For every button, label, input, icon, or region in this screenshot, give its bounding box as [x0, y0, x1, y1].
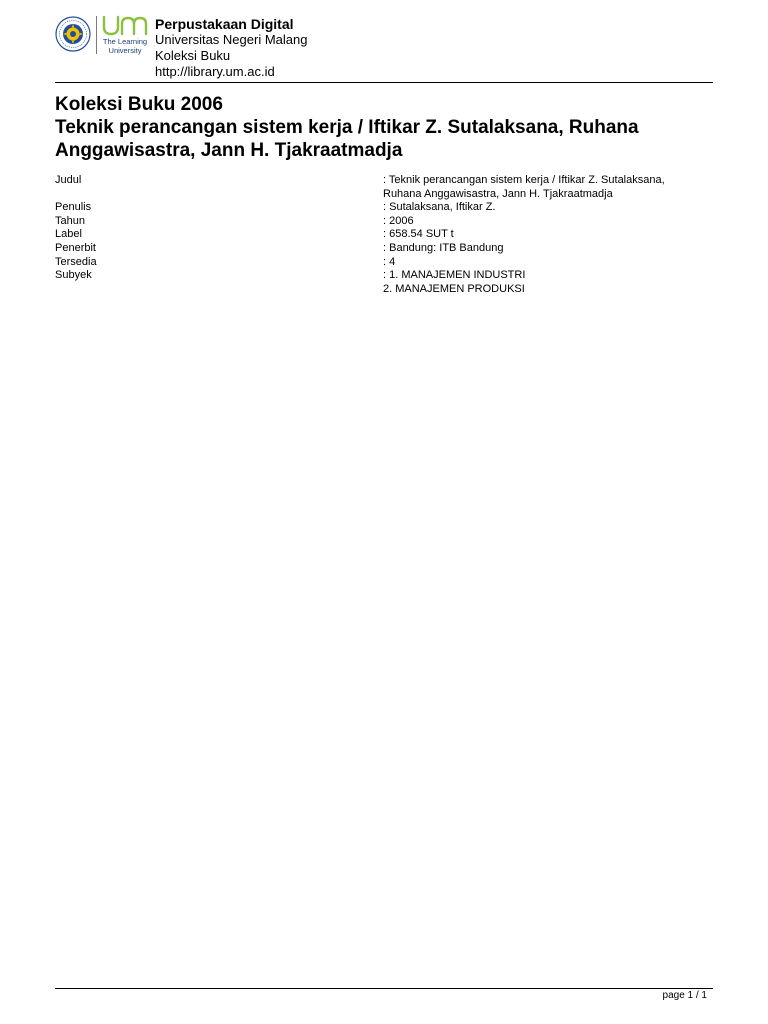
header-text-block	[155, 16, 307, 80]
detail-value: 2. MANAJEMEN PRODUKSI	[383, 282, 525, 295]
detail-row-tahun	[55, 215, 715, 229]
header-divider	[96, 16, 97, 54]
library-url: http://library.um.ac.id	[155, 64, 275, 79]
detail-row-tersedia	[55, 256, 715, 270]
detail-label: Subyek	[55, 269, 92, 282]
book-title: Teknik perancangan sistem kerja / Iftikar Z. Sutalaksana, Ruhana Anggawisastra, Jann H. Tjakraatmadja	[55, 117, 639, 161]
book-details	[55, 174, 715, 296]
detail-row-penulis	[55, 201, 715, 215]
university-seal-icon	[55, 16, 91, 52]
library-title: Perpustakaan Digital	[155, 16, 294, 32]
detail-label: Penerbit	[55, 241, 96, 254]
footer-rule	[55, 988, 713, 989]
detail-value: : 658.54 SUT t	[383, 228, 454, 241]
um-logo-icon	[101, 15, 149, 37]
detail-row-judul	[55, 174, 715, 201]
um-brand-logo	[101, 15, 149, 55]
detail-row-label	[55, 228, 715, 242]
header-rule	[55, 82, 713, 83]
detail-label: Label	[55, 228, 82, 241]
page-indicator: page 1 / 1	[662, 990, 707, 1001]
collection-title: Koleksi Buku 2006	[55, 94, 223, 115]
detail-value: : Bandung: ITB Bandung	[383, 241, 504, 254]
um-tagline-line-1: The Learning	[102, 37, 148, 46]
detail-label: Judul	[55, 174, 82, 186]
detail-value: : 2006	[383, 214, 414, 227]
section-name: Koleksi Buku	[155, 48, 231, 63]
detail-value: : 4	[383, 255, 396, 268]
page-header	[55, 12, 715, 82]
detail-row-subyek	[55, 269, 715, 283]
detail-row-subyek-2	[55, 283, 715, 297]
um-tagline	[101, 37, 149, 55]
title-block	[55, 93, 715, 162]
detail-value: : Teknik perancangan sistem kerja / Iftikar Z. Sutalaksana, Ruhana Anggawisastra, Jann H. Tjakraatmadja	[383, 174, 665, 200]
detail-label: Tahun	[55, 214, 85, 227]
detail-label: Penulis	[55, 201, 92, 214]
detail-label	[55, 283, 383, 297]
detail-value: : 1. MANAJEMEN INDUSTRI	[383, 269, 526, 282]
detail-row-penerbit	[55, 242, 715, 256]
um-tagline-line-2: University	[108, 46, 142, 55]
university-name: Universitas Negeri Malang	[155, 32, 308, 47]
detail-label: Tersedia	[55, 255, 97, 268]
detail-value: : Sutalaksana, Iftikar Z.	[383, 201, 496, 214]
